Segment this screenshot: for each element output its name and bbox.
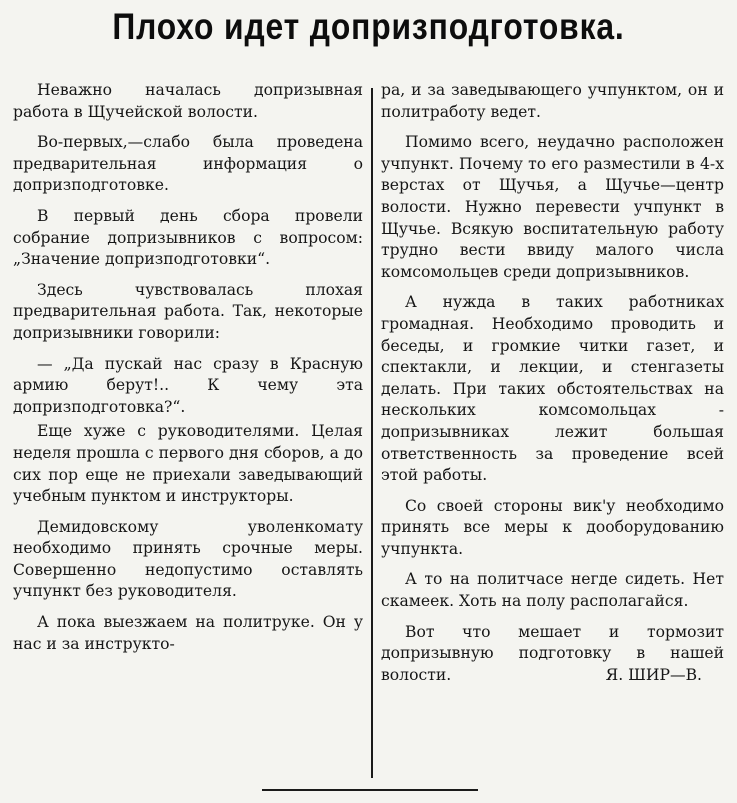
paragraph: В первый день сбора провели собрание допризывников с вопросом: „Значение допризподготовки“.: [13, 206, 363, 269]
paragraph: А нужда в таких работниках громадная. Необходимо проводить и беседы, и громкие читки газет, и спектакли, и лекции, и стенгазеты делать. При таких обстоятельствах на нескольких комсомольцах - допризывниках лежит большая ответственность за проведение всей этой работы.: [381, 293, 724, 485]
end-rule: [262, 789, 478, 791]
article-headline: Плохо идет допризподготовка.: [112, 6, 625, 47]
paragraph: Со своей стороны вик'у необходимо принять все меры к дооборудованию учпункта.: [381, 496, 724, 558]
paragraph: Помимо всего, неудачно расположен учпункт. Почему то его разместили в 4-х верстах от Щучья, а Щучье—центр волости. Нужно перевести учпункт в Щучье. Всякую воспитательную работу трудно вести ввиду малого числа комсомольцев среди допризывников.: [381, 133, 724, 281]
article-column-right: [381, 80, 724, 695]
paragraph: ра, и за заведывающего учпунктом, он и политработу ведет.: [381, 81, 724, 121]
column-divider: [371, 88, 373, 778]
author-signature: Я. ШИР—В.: [605, 665, 702, 684]
paragraph: Во-первых,—слабо была проведена предварительная информация о допризподготовке.: [13, 133, 363, 195]
closing-paragraph: [381, 622, 724, 687]
paragraph: Здесь чувствовалась плохая предварительная работа. Так, некоторые допризывники говорили:: [13, 280, 363, 342]
paragraph: Демидовскому уволенкомату необходимо принять срочные меры. Совершенно недопустимо оставлять учпункт без руководителя.: [13, 517, 363, 601]
paragraph: А пока выезжаем на политруке. Он у нас и за инструкто-: [13, 613, 363, 653]
article-column-left: [13, 80, 363, 664]
paragraph: А то на политчасе негде сидеть. Нет скамеек. Хоть на полу располагайся.: [381, 570, 724, 611]
paragraph: Еще хуже с руководителями. Целая неделя прошла с первого дня сборов, а до сих пор еще не приехали заведывающий учебным пунктом и инструкторы.: [13, 422, 363, 506]
paragraph: — „Да пускай нас сразу в Красную армию берут!.. К чему эта допризподготовка?“.: [13, 354, 363, 416]
paragraph-text: Вот что мешает и тормозит допризывную подготовку в нашей волости.: [381, 622, 724, 684]
paragraph: Неважно началась допризывная работа в Щучейской волости.: [13, 81, 363, 121]
